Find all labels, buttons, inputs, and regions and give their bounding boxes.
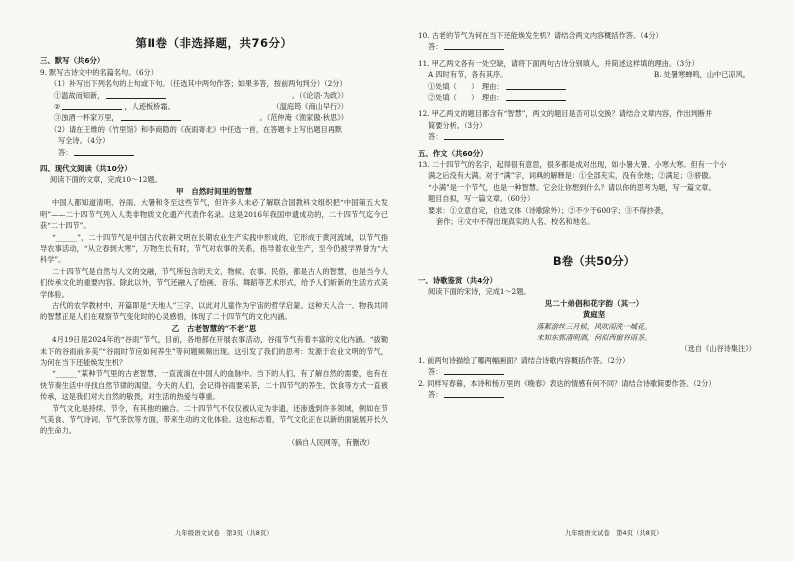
recite-source: 。（范仲淹《渔家傲·秋思》） <box>259 113 348 123</box>
question-9-2: （2）请在王维的《竹里馆》和李商隐的《夜雨寄北》中任选一首，在答题卡上写出题目再默 <box>50 124 343 134</box>
answer-blank[interactable] <box>506 92 566 101</box>
article-source: （摘自人民网等，有删改） <box>287 437 374 447</box>
section-heading: 一、诗歌鉴赏（共4分） <box>418 275 498 285</box>
answer-blank[interactable] <box>62 101 122 110</box>
answer-blank[interactable] <box>444 131 504 140</box>
answer-line <box>418 41 770 52</box>
answer-blank[interactable] <box>74 147 134 156</box>
article-paragraph: 中国人都知道清明、谷雨、大暑和冬至这些节气，但许多人未必了解联合国教科文组织把“中国第五大发明”——二十四节气列入人类非物质文化遗产代表作名录。这是2016年我国申遗成功的，二十四节气迄今已获“二十四节”。 <box>40 198 388 231</box>
slot-label: ①处填（ ） <box>428 81 475 91</box>
recite-row-1 <box>40 90 388 101</box>
answer-blank[interactable] <box>444 389 504 398</box>
question-9: 9. 默写古诗文中的名篇名句。（6分） <box>40 67 158 77</box>
recite-row-3 <box>40 112 388 123</box>
answer-label: 答： <box>428 367 443 377</box>
question-10: 10. 古老的节气为何在当下还能焕发生机？请结合两文内容概括作答。（4分） <box>418 31 663 40</box>
question-12: 12. 甲乙两文的题目都含有“智慧”，两文的题目是否可以交换？请结合文章内容，作出判断并 <box>418 109 713 119</box>
option-a: A 四时有节，各有其序。 <box>428 70 508 80</box>
essay-requirements: 要求：①立意自定，自选文体（诗歌除外）；②不少于600字；③不得抄袭， <box>428 205 669 215</box>
page-footer: 九年级语文试卷 第4页（共8页） <box>565 529 663 537</box>
option-b: B. 处暑寒蝉鸣，山中已凉风。 <box>653 70 750 80</box>
poem-source: （选自《山谷诗集注》） <box>680 344 756 354</box>
poem-intro: 阅读下面的宋诗，完成1～2题。 <box>428 287 531 297</box>
recite-source: （温庭筠《商山早行》） <box>272 102 348 112</box>
recite-text: ①温故而知新， <box>54 90 105 100</box>
part-b-title: B卷（共50分） <box>552 253 636 268</box>
question-13-cont: “小满”是一个节气，也是一种智慧。它会让你想到什么？请以你的思考为题，写一篇文章。 <box>428 182 716 192</box>
reason-label: 理由： <box>481 93 504 103</box>
article-title: 甲 自然时间里的智慧 <box>176 186 252 196</box>
part-title: 第Ⅱ卷（非选择题，共76分） <box>135 36 293 50</box>
answer-blank[interactable] <box>506 81 566 90</box>
question-13: 13. 二十四节气的名字，起得很有意思，很多都是成对出现，如小暑大暑、小寒大寒。但有一个小 <box>418 160 727 170</box>
question-11: 11. 甲乙两文各有一处空缺，请将下面两句古诗分别填入，并简述这样填的理由。（3分） <box>418 58 699 68</box>
poem-question-2: 2. 同样写春暮，本诗和杨万里的《晚春》表达的情感有何不同？请结合诗歌简要作答。（2分） <box>418 378 716 388</box>
reading-intro: 阅读下面的文章，完成10～12题。 <box>50 175 162 185</box>
answer-line <box>40 147 388 158</box>
recite-source: 。（《论语·为政》） <box>291 90 348 100</box>
section-heading: 四、现代文阅读（共10分） <box>40 164 132 174</box>
poem-title: 见二十弟倡和花字韵（其一） <box>544 298 644 308</box>
recite-text: ③浊酒一杯家万里， <box>54 113 119 123</box>
poem-line: 落絮游丝三月候，风吹雨洗一城花。 <box>536 321 652 331</box>
page-footer: 九年级语文试卷 第3页（共8页） <box>175 529 273 537</box>
answer-blank[interactable] <box>444 41 504 50</box>
answer-label: 答： <box>428 132 443 142</box>
article-paragraph: 4月19日是2024年的“谷雨”节气，目前，各地都在开展农事活动，谷雨节气有着丰富的文化内涵。“拔锄未下的谷雨前多美”“谷雨时节应如何养生”等问题频频出现。这引发了我们的思考：发源于农业文明的节气，为何在当下还能焕发生机？ <box>40 335 388 367</box>
answer-line <box>418 366 770 377</box>
answer-label: 答： <box>428 389 443 399</box>
question-9-1: （1）补写出下列名句的上句或下句。（任选其中两句作答；如果多答，按前两句判分）（2分） <box>50 79 347 89</box>
right-page <box>418 30 770 400</box>
recite-row-2 <box>40 101 388 112</box>
answer-blank[interactable] <box>121 112 181 121</box>
section-heading: 五、作文（共60分） <box>418 148 488 158</box>
article-title: 乙 古老智慧的“不老”思 <box>171 323 257 333</box>
question-13-cont: 题目自拟，写一篇文章。（60分） <box>428 194 535 204</box>
recite-text: ，人迹板桥霜。 <box>124 102 175 112</box>
article-paragraph: 二十四节气是自然与人文的交融，节气所包含的天文、物候、农事、民俗，都是古人的智慧，也是当今人们传承文化的重要内容。除此以外，节气还融入了绘画、音乐、舞蹈等艺术形式，给予人们斩新的生活方式美学体验。 <box>40 266 388 299</box>
question-11-slot-2 <box>418 92 770 103</box>
question-12-cont: 简要分析。（3分） <box>428 120 487 130</box>
article-paragraph: 古代的农学教材中，开篇即是“天地人”三字，以此对儿童作为宇宙的哲学启蒙。这种天人合一、物我共同的智慧正是人们在观察节气变化时的心灵感悟，体现了二十四节气的文化内涵。 <box>40 300 388 322</box>
answer-line <box>418 131 770 142</box>
answer-blank[interactable] <box>106 90 166 99</box>
poem-question-1: 1. 前两句诗描绘了哪两幅画面？请结合诗歌内容概括作答。（2分） <box>418 355 630 365</box>
slot-label: ②处填（ ） <box>428 93 475 103</box>
answer-blank[interactable] <box>444 366 504 375</box>
question-11-slot-1 <box>418 81 770 92</box>
poem-line: 未知东郭清明酒，何似西窗谷雨茶。 <box>536 332 652 342</box>
article-paragraph: “______”，二十四节气是中国古代农耕文明在长期农业生产实践中形成的，它形成于黄河流域，以节气指导农事活动，“从立春到大寒”，万物生长有时，节气对农事的关系，指导着农业生产，至今仍被学界誉为“大科学”。 <box>40 232 388 265</box>
article-paragraph: “______”某种节气里的古老智慧，一直流淌在中国人的血脉中。当下的人们，有了解自然的需要，也有在快节奏生活中寻找自然节律的渴望。今天的人们，会记得谷雨要采茶，二十四节气的养生、饮食等方式一直被传承，这是我们对大自然的敬畏，对生活的热爱与尊重。 <box>40 369 388 402</box>
question-11-options <box>418 69 770 80</box>
article-paragraph: 节气文化是持续、节令，有其他的融合。二十四节气不仅仅被认定为非遗，还渗透到许多领域，例如在节气美食、节气诗词、节气茶饮等方面，带来生动的文化体验。这也标志着，节气文化正在以新的面貌展开长久的生命力。 <box>40 403 388 436</box>
left-page <box>40 30 388 448</box>
answer-label: 答： <box>58 147 73 157</box>
reason-label: 理由： <box>481 81 504 91</box>
question-9-2-cont: 写全诗。（4分） <box>58 136 110 146</box>
answer-label: 答： <box>428 42 443 52</box>
section-heading: 三、默写（共6分） <box>40 56 105 66</box>
essay-requirements-cont: 套作；④文中不得出现真实的人名、校名和地名。 <box>436 217 595 227</box>
answer-line <box>418 389 770 400</box>
poem-author: 黄庭坚 <box>582 310 606 320</box>
question-13-cont: 满之后没有大满。对于“满”字，词典的解释是：①全部充实，没有余地；②满足；③骄傲。 <box>428 171 716 181</box>
recite-text: ② <box>54 102 61 112</box>
